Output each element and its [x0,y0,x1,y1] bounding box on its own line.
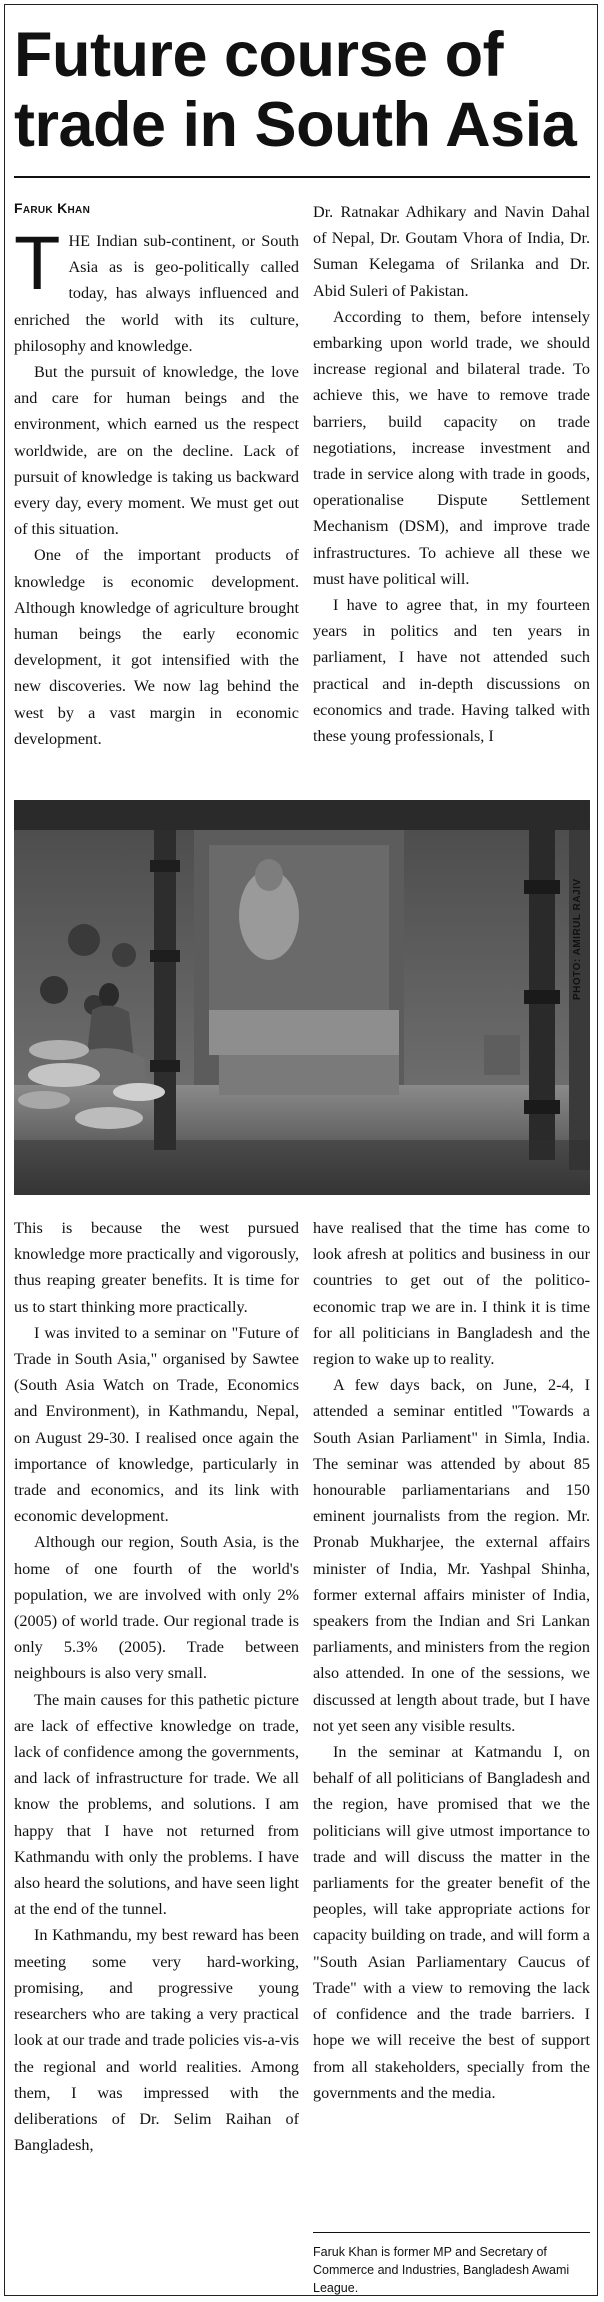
paragraph: I was invited to a seminar on "Future of Trade in South Asia," organised by Sawtee (South Asia Watch on Trade, Economics and Environment), in Kathmandu, Nepal, on August 29-30. I realised once again the importance of knowledge, particularly in trade and economics, and its link with economic development. [14,1323,299,1526]
photo-credit: PHOTO: AMIRUL RAJIV [572,878,583,1000]
headline: Future course of trade in South Asia [14,20,577,160]
paragraph: In Kathmandu, my best reward has been meeting some very hard-working, promising, and progressive young researchers who are taking a very practical look at our trade and trade policies vis-a-vis the regional and world realities. Among them, I was impressed with the deliberations of Dr. Selim Raihan of Bangladesh, [14,1926,299,2155]
paragraph: A few days back, on June, 2-4, I attended a seminar entitled "Towards a South Asian Parliament" in Simla, India. The seminar was attended by about 85 honourable parliamentarians and 150 eminent journalists from the region. Mr. Pronab Mukharjee, the external affairs minister of India, Mr. Yashpal Shinha, former external affairs minister of India, speakers from the Indian and Sri Lankan parliaments, and ministers from the region also attended. In one of the sessions, we discussed at length about trade, but I have not yet seen any visible results. [313,1376,590,1735]
paragraph: This is because the west pursued knowledge more practically and vigorously, thus reaping greater benefits. It is time for us to start thinking more practically. [14,1219,299,1316]
paragraph: One of the important products of knowledge is economic development. Although knowledge of agriculture brought human beings the early economic development, it got intensified with the new discoveries. We now lag behind the west by a vast margin in economic development. [14,546,299,748]
article-column-1-bottom [14,1215,299,2158]
article-photo [14,800,590,1195]
paragraph-1 [14,221,299,359]
paragraph: According to them, before intensely embarking upon world trade, we should increase regional and bilateral trade. To achieve this, we have to remove trade barriers, build capacity on trade negotiations, increase investment and trade in service along with trade in goods, operationalise Dispute Settlement Mechanism (DSM), and improve trade infrastructures. To achieve all these we must have political will. [313,307,590,588]
author-footnote: Faruk Khan is former MP and Secretary of Commerce and Industries, Bangladesh Awami League. [313,2232,590,2297]
photo-illustration [14,800,590,1195]
paragraph: In the seminar at Katmandu I, on behalf of all politicians of Bangladesh and the region, have promised that we the politicians will give utmost importance to trade and will discuss the matter in the parliaments for the greater benefit of the peoples, will take appropriate actions for capacity building on trade, and will form a "South Asian Parliamentary Caucus of Trade" with a view to removing the lack of confidence and the trade barriers. I hope we will receive the best of support from all stakeholders, specially from the governments and the media. [313,1743,590,2102]
paragraph: Dr. Ratnakar Adhikary and Navin Dahal of Nepal, Dr. Goutam Vhora of India, Dr. Suman Kelegama of Srilanka and Dr. Abid Suleri of Pakistan. [313,203,590,300]
byline: Faruk Khan [14,200,91,216]
paragraph: I have to agree that, in my fourteen years in politics and ten years in parliament, I have not attended such practical and in-depth discussions on economics and trade. Having talked with these young professionals, I [313,596,590,746]
paragraph: The main causes for this pathetic picture are lack of effective knowledge on trade, lack of confidence among the governments, and lack of infrastructure for trade. We all know the problems, and solutions. I am happy that I have not returned from Kathmandu with only the problems. I have also heard the solutions, and have seen light at the end of the tunnel. [14,1690,300,1919]
headline-rule [14,176,590,178]
paragraph: Although our region, South Asia, is the home of one fourth of the world's population, we are involved with only 2% (2005) of world trade. Our regional trade is only 5.3% (2005). Trade between neighbours is also very small. [14,1533,299,1683]
drop-cap: T [14,221,61,306]
article-column-2-top [313,199,590,749]
article-column-2-bottom [313,1215,590,2106]
paragraph-1-text: HE Indian sub-continent, or South Asia as is geo-politically called today, has always influenced and enriched the world with its culture, philosophy and knowledge. [14,232,299,355]
paragraph: have realised that the time has come to look afresh at politics and business in our countries to get out of the politico-economic trap we are in. I think it is time for all politicians in Bangladesh and the region to wake up to reality. [313,1219,590,1369]
article-column-1-top [14,199,299,752]
paragraph: But the pursuit of knowledge, the love and care for human beings and the environment, which earned us the respect worldwide, are on the decline. Lack of pursuit of knowledge is taking us backward every day, every moment. We must get out of this situation. [14,363,299,539]
